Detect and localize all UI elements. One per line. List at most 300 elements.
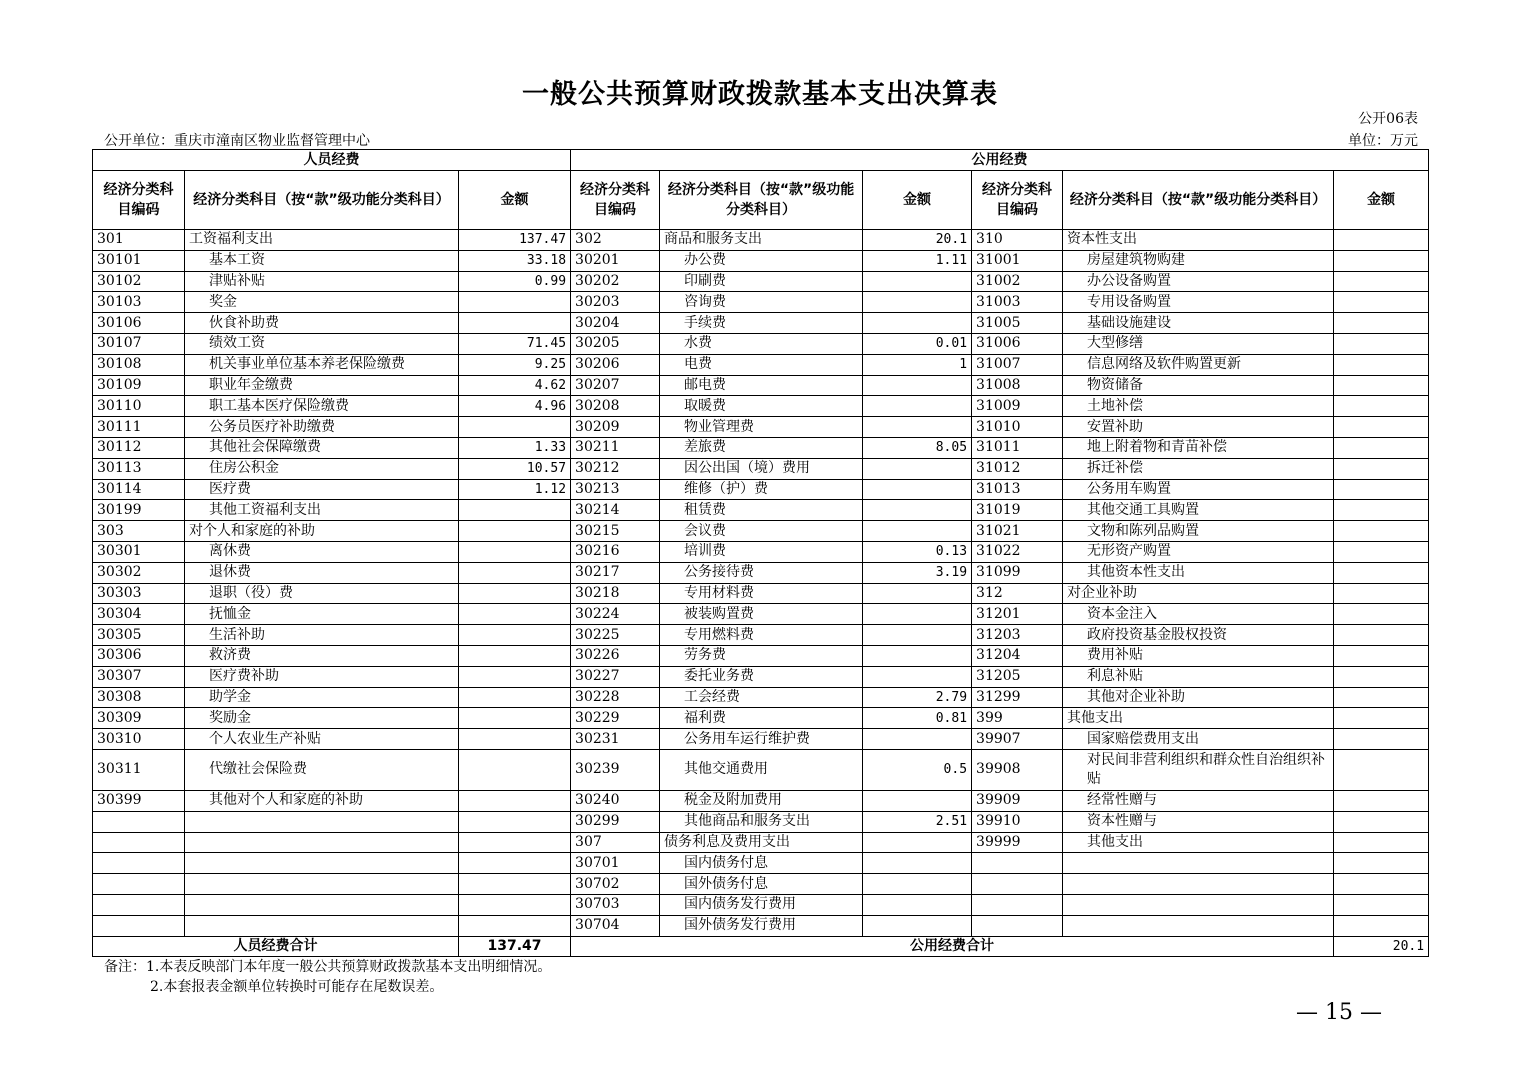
table-row [93,354,1429,375]
item-name-cell: 资本性赠与 [1063,811,1334,832]
table-row [93,583,1429,604]
item-name-cell: 其他支出 [1063,832,1334,853]
item-name-cell: 其他支出 [1063,708,1334,729]
code-cell: 30702 [571,874,660,895]
item-name-cell: 印刷费 [660,271,863,292]
item-name-cell: 土地补偿 [1063,396,1334,417]
code-cell [972,894,1063,915]
table-row [93,292,1429,313]
amount-cell [1334,479,1429,500]
item-name-cell: 费用补贴 [1063,645,1334,666]
personnel-total-value: 137.47 [459,936,571,957]
expenditure-table [92,149,1429,957]
amount-cell [863,500,972,521]
table-row [93,749,1429,790]
code-cell: 30311 [93,749,185,790]
item-name-cell: 物业管理费 [660,417,863,438]
amount-cell [1334,458,1429,479]
code-cell: 30204 [571,313,660,334]
code-cell: 30399 [93,790,185,811]
public-total-label: 公用经费合计 [571,936,1334,957]
amount-cell [1334,729,1429,750]
item-name-cell: 培训费 [660,541,863,562]
code-cell: 30213 [571,479,660,500]
item-name-cell: 信息网络及软件购置更新 [1063,354,1334,375]
amount-cell [459,645,571,666]
code-cell: 303 [93,521,185,542]
notes [104,957,551,997]
item-name-cell: 职工基本医疗保险缴费 [185,396,459,417]
amount-cell [1334,333,1429,354]
item-name-cell: 物资储备 [1063,375,1334,396]
code-cell: 30113 [93,458,185,479]
column-header-amount: 金额 [459,171,571,230]
amount-cell [863,915,972,936]
code-cell: 30239 [571,749,660,790]
code-cell: 30308 [93,687,185,708]
amount-cell [1334,541,1429,562]
code-cell: 30227 [571,666,660,687]
code-cell: 30307 [93,666,185,687]
item-name-cell: 租赁费 [660,500,863,521]
amount-cell [1334,230,1429,251]
amount-cell [1334,354,1429,375]
code-cell: 30199 [93,500,185,521]
public-total-value: 20.1 [1334,936,1429,957]
amount-cell: 1.33 [459,437,571,458]
amount-cell [1334,645,1429,666]
amount-cell [863,729,972,750]
code-cell: 31012 [972,458,1063,479]
code-cell: 30108 [93,354,185,375]
item-name-cell: 资本性支出 [1063,230,1334,251]
code-cell [972,915,1063,936]
code-cell: 30304 [93,604,185,625]
item-name-cell: 对民间非营利组织和群众性自治组织补贴 [1063,749,1334,790]
item-name-cell: 商品和服务支出 [660,230,863,251]
amount-cell [1334,790,1429,811]
item-name-cell: 取暖费 [660,396,863,417]
item-name-cell: 助学金 [185,687,459,708]
amount-cell [459,562,571,583]
code-cell: 31006 [972,333,1063,354]
item-name-cell: 债务利息及费用支出 [660,832,863,853]
amount-cell: 1 [863,354,972,375]
code-cell: 31002 [972,271,1063,292]
amount-cell [459,541,571,562]
code-cell: 30309 [93,708,185,729]
table-row [93,811,1429,832]
item-name-cell: 公务用车运行维护费 [660,729,863,750]
item-name-cell: 其他交通费用 [660,749,863,790]
amount-cell: 2.51 [863,811,972,832]
code-cell: 30301 [93,541,185,562]
item-name-cell: 福利费 [660,708,863,729]
amount-cell [1334,666,1429,687]
code-cell: 30209 [571,417,660,438]
table-row [93,790,1429,811]
column-header-name: 经济分类科目（按“款”级功能分类科目） [660,171,863,230]
item-name-cell: 拆迁补偿 [1063,458,1334,479]
amount-cell: 10.57 [459,458,571,479]
amount-cell: 4.96 [459,396,571,417]
amount-cell [863,874,972,895]
personnel-section-header: 人员经费 [93,150,571,171]
item-name-cell: 国内债务付息 [660,853,863,874]
code-cell: 30109 [93,375,185,396]
item-name-cell: 公务接待费 [660,562,863,583]
item-name-cell: 其他资本性支出 [1063,562,1334,583]
amount-cell [1334,271,1429,292]
code-cell: 30303 [93,583,185,604]
code-cell: 30302 [93,562,185,583]
item-name-cell: 专用设备购置 [1063,292,1334,313]
code-cell: 31013 [972,479,1063,500]
item-name-cell: 公务员医疗补助缴费 [185,417,459,438]
code-cell: 399 [972,708,1063,729]
code-cell: 31009 [972,396,1063,417]
item-name-cell: 房屋建筑物购建 [1063,250,1334,271]
code-cell: 31008 [972,375,1063,396]
amount-cell [1334,583,1429,604]
table-row [93,874,1429,895]
item-name-cell [185,894,459,915]
amount-cell [863,521,972,542]
table-row [93,604,1429,625]
code-cell: 31019 [972,500,1063,521]
note-line-1: 备注：1.本表反映部门本年度一般公共预算财政拨款基本支出明细情况。 [104,959,552,975]
amount-cell [459,729,571,750]
amount-cell: 137.47 [459,230,571,251]
code-cell: 31299 [972,687,1063,708]
item-name-cell: 退休费 [185,562,459,583]
column-header-amount: 金额 [1334,171,1429,230]
item-name-cell: 其他对个人和家庭的补助 [185,790,459,811]
amount-cell: 0.99 [459,271,571,292]
amount-cell: 33.18 [459,250,571,271]
amount-cell [863,645,972,666]
column-header-amount: 金额 [863,171,972,230]
code-cell [93,853,185,874]
code-cell: 30101 [93,250,185,271]
code-cell [93,811,185,832]
amount-cell [1334,749,1429,790]
section-header-row [93,150,1429,171]
amount-cell [1334,915,1429,936]
item-name-cell: 伙食补助费 [185,313,459,334]
code-cell: 31021 [972,521,1063,542]
amount-cell [1334,292,1429,313]
table-row [93,313,1429,334]
code-cell: 31099 [972,562,1063,583]
code-cell: 30211 [571,437,660,458]
code-cell: 30229 [571,708,660,729]
item-name-cell: 邮电费 [660,375,863,396]
item-name-cell: 工资福利支出 [185,230,459,251]
table-body [93,230,1429,937]
item-name-cell: 救济费 [185,645,459,666]
table-row [93,479,1429,500]
note-line-2: 2.本套报表金额单位转换时可能存在尾数误差。 [150,979,444,995]
item-name-cell: 其他社会保障缴费 [185,437,459,458]
code-cell: 30224 [571,604,660,625]
table-row [93,894,1429,915]
table-row [93,541,1429,562]
item-name-cell: 专用燃料费 [660,625,863,646]
amount-cell [1334,437,1429,458]
code-cell: 39999 [972,832,1063,853]
page-number: — 15 — [1296,1000,1382,1025]
code-cell: 312 [972,583,1063,604]
code-cell: 39908 [972,749,1063,790]
amount-cell [459,604,571,625]
code-cell: 31022 [972,541,1063,562]
amount-cell [459,708,571,729]
code-cell: 30214 [571,500,660,521]
code-cell: 30305 [93,625,185,646]
item-name-cell: 住房公积金 [185,458,459,479]
table-row [93,250,1429,271]
code-cell: 31010 [972,417,1063,438]
code-cell: 307 [571,832,660,853]
amount-cell [863,375,972,396]
amount-cell [459,500,571,521]
amount-cell [1334,708,1429,729]
code-cell: 301 [93,230,185,251]
code-cell: 30704 [571,915,660,936]
item-name-cell: 工会经费 [660,687,863,708]
item-name-cell: 委托业务费 [660,666,863,687]
item-name-cell: 办公设备购置 [1063,271,1334,292]
item-name-cell: 电费 [660,354,863,375]
amount-cell: 4.62 [459,375,571,396]
amount-cell [863,396,972,417]
code-cell: 31003 [972,292,1063,313]
amount-cell [863,790,972,811]
code-cell: 31203 [972,625,1063,646]
item-name-cell: 其他工资福利支出 [185,500,459,521]
code-cell: 30114 [93,479,185,500]
code-cell: 302 [571,230,660,251]
code-cell: 31001 [972,250,1063,271]
amount-cell [1334,375,1429,396]
amount-cell [459,874,571,895]
item-name-cell: 地上附着物和青苗补偿 [1063,437,1334,458]
table-row [93,396,1429,417]
code-cell: 30103 [93,292,185,313]
code-cell: 30231 [571,729,660,750]
code-cell: 30226 [571,645,660,666]
item-name-cell: 文物和陈列品购置 [1063,521,1334,542]
item-name-cell [1063,894,1334,915]
amount-cell [1334,832,1429,853]
code-cell: 30212 [571,458,660,479]
table-row [93,333,1429,354]
code-cell: 30306 [93,645,185,666]
item-name-cell: 医疗费 [185,479,459,500]
amount-cell [459,790,571,811]
code-cell: 39909 [972,790,1063,811]
amount-cell [863,894,972,915]
item-name-cell: 资本金注入 [1063,604,1334,625]
amount-cell [1334,625,1429,646]
item-name-cell: 基础设施建设 [1063,313,1334,334]
table-row [93,853,1429,874]
code-cell: 39907 [972,729,1063,750]
item-name-cell: 其他交通工具购置 [1063,500,1334,521]
amount-cell [1334,521,1429,542]
table-row [93,832,1429,853]
item-name-cell [185,874,459,895]
reporting-unit: 公开单位：重庆市潼南区物业监督管理中心 [104,133,370,149]
code-cell: 30207 [571,375,660,396]
amount-cell [1334,250,1429,271]
code-cell: 310 [972,230,1063,251]
column-header-code: 经济分类科目编码 [571,171,660,230]
item-name-cell: 绩效工资 [185,333,459,354]
item-name-cell: 办公费 [660,250,863,271]
amount-cell [1334,874,1429,895]
item-name-cell: 其他商品和服务支出 [660,811,863,832]
amount-cell [459,832,571,853]
amount-cell [863,479,972,500]
amount-cell [863,604,972,625]
item-name-cell: 代缴社会保险费 [185,749,459,790]
item-name-cell: 被装购置费 [660,604,863,625]
code-cell [972,853,1063,874]
amount-cell: 71.45 [459,333,571,354]
table-row [93,271,1429,292]
code-cell: 30217 [571,562,660,583]
column-header-row [93,171,1429,230]
amount-cell: 0.81 [863,708,972,729]
item-name-cell: 奖金 [185,292,459,313]
item-name-cell: 机关事业单位基本养老保险缴费 [185,354,459,375]
amount-cell [459,687,571,708]
item-name-cell: 政府投资基金股权投资 [1063,625,1334,646]
amount-cell: 8.05 [863,437,972,458]
code-cell: 30203 [571,292,660,313]
amount-cell: 20.1 [863,230,972,251]
table-row [93,729,1429,750]
amount-cell: 0.13 [863,541,972,562]
column-header-code: 经济分类科目编码 [93,171,185,230]
code-cell: 30206 [571,354,660,375]
code-cell: 39910 [972,811,1063,832]
amount-cell [863,832,972,853]
code-cell: 30110 [93,396,185,417]
amount-cell [459,417,571,438]
amount-cell [863,292,972,313]
item-name-cell [1063,874,1334,895]
amount-cell [459,666,571,687]
item-name-cell [185,832,459,853]
code-cell: 30201 [571,250,660,271]
item-name-cell: 奖励金 [185,708,459,729]
item-name-cell: 水费 [660,333,863,354]
code-cell: 30310 [93,729,185,750]
item-name-cell: 个人农业生产补贴 [185,729,459,750]
table-row [93,562,1429,583]
amount-cell [863,853,972,874]
amount-cell: 0.01 [863,333,972,354]
amount-cell [863,666,972,687]
item-name-cell: 国外债务发行费用 [660,915,863,936]
table-row [93,230,1429,251]
column-header-name: 经济分类科目（按“款”级功能分类科目） [185,171,459,230]
item-name-cell: 安置补助 [1063,417,1334,438]
code-cell: 31007 [972,354,1063,375]
code-cell: 30225 [571,625,660,646]
code-cell: 31201 [972,604,1063,625]
amount-cell [1334,894,1429,915]
item-name-cell [1063,915,1334,936]
amount-cell [863,625,972,646]
item-name-cell: 手续费 [660,313,863,334]
amount-cell [1334,687,1429,708]
code-cell: 30216 [571,541,660,562]
code-cell: 30208 [571,396,660,417]
item-name-cell: 维修（护）费 [660,479,863,500]
item-name-cell: 基本工资 [185,250,459,271]
item-name-cell: 医疗费补助 [185,666,459,687]
item-name-cell [185,853,459,874]
amount-cell [1334,604,1429,625]
code-cell: 30106 [93,313,185,334]
amount-cell [459,853,571,874]
code-cell [93,894,185,915]
code-cell: 31011 [972,437,1063,458]
item-name-cell: 对企业补助 [1063,583,1334,604]
table-row [93,687,1429,708]
item-name-cell: 职业年金缴费 [185,375,459,396]
item-name-cell: 利息补贴 [1063,666,1334,687]
amount-cell [863,313,972,334]
code-cell: 30111 [93,417,185,438]
personnel-total-label: 人员经费合计 [93,936,459,957]
item-name-cell: 差旅费 [660,437,863,458]
amount-cell [459,521,571,542]
currency-unit: 单位：万元 [1348,133,1418,149]
form-number: 公开06表 [1358,111,1418,127]
item-name-cell: 因公出国（境）费用 [660,458,863,479]
code-cell: 30202 [571,271,660,292]
item-name-cell: 国内债务发行费用 [660,894,863,915]
item-name-cell: 专用材料费 [660,583,863,604]
amount-cell [1334,811,1429,832]
amount-cell [863,271,972,292]
amount-cell: 1.12 [459,479,571,500]
code-cell [93,874,185,895]
amount-cell [1334,396,1429,417]
item-name-cell: 对个人和家庭的补助 [185,521,459,542]
amount-cell [459,625,571,646]
amount-cell [459,811,571,832]
item-name-cell: 无形资产购置 [1063,541,1334,562]
code-cell: 31205 [972,666,1063,687]
item-name-cell: 公务用车购置 [1063,479,1334,500]
amount-cell [459,313,571,334]
code-cell: 31204 [972,645,1063,666]
amount-cell [863,458,972,479]
item-name-cell: 退职（役）费 [185,583,459,604]
table-row [93,458,1429,479]
item-name-cell [1063,853,1334,874]
item-name-cell [185,915,459,936]
item-name-cell: 生活补助 [185,625,459,646]
amount-cell [459,583,571,604]
item-name-cell: 其他对企业补助 [1063,687,1334,708]
